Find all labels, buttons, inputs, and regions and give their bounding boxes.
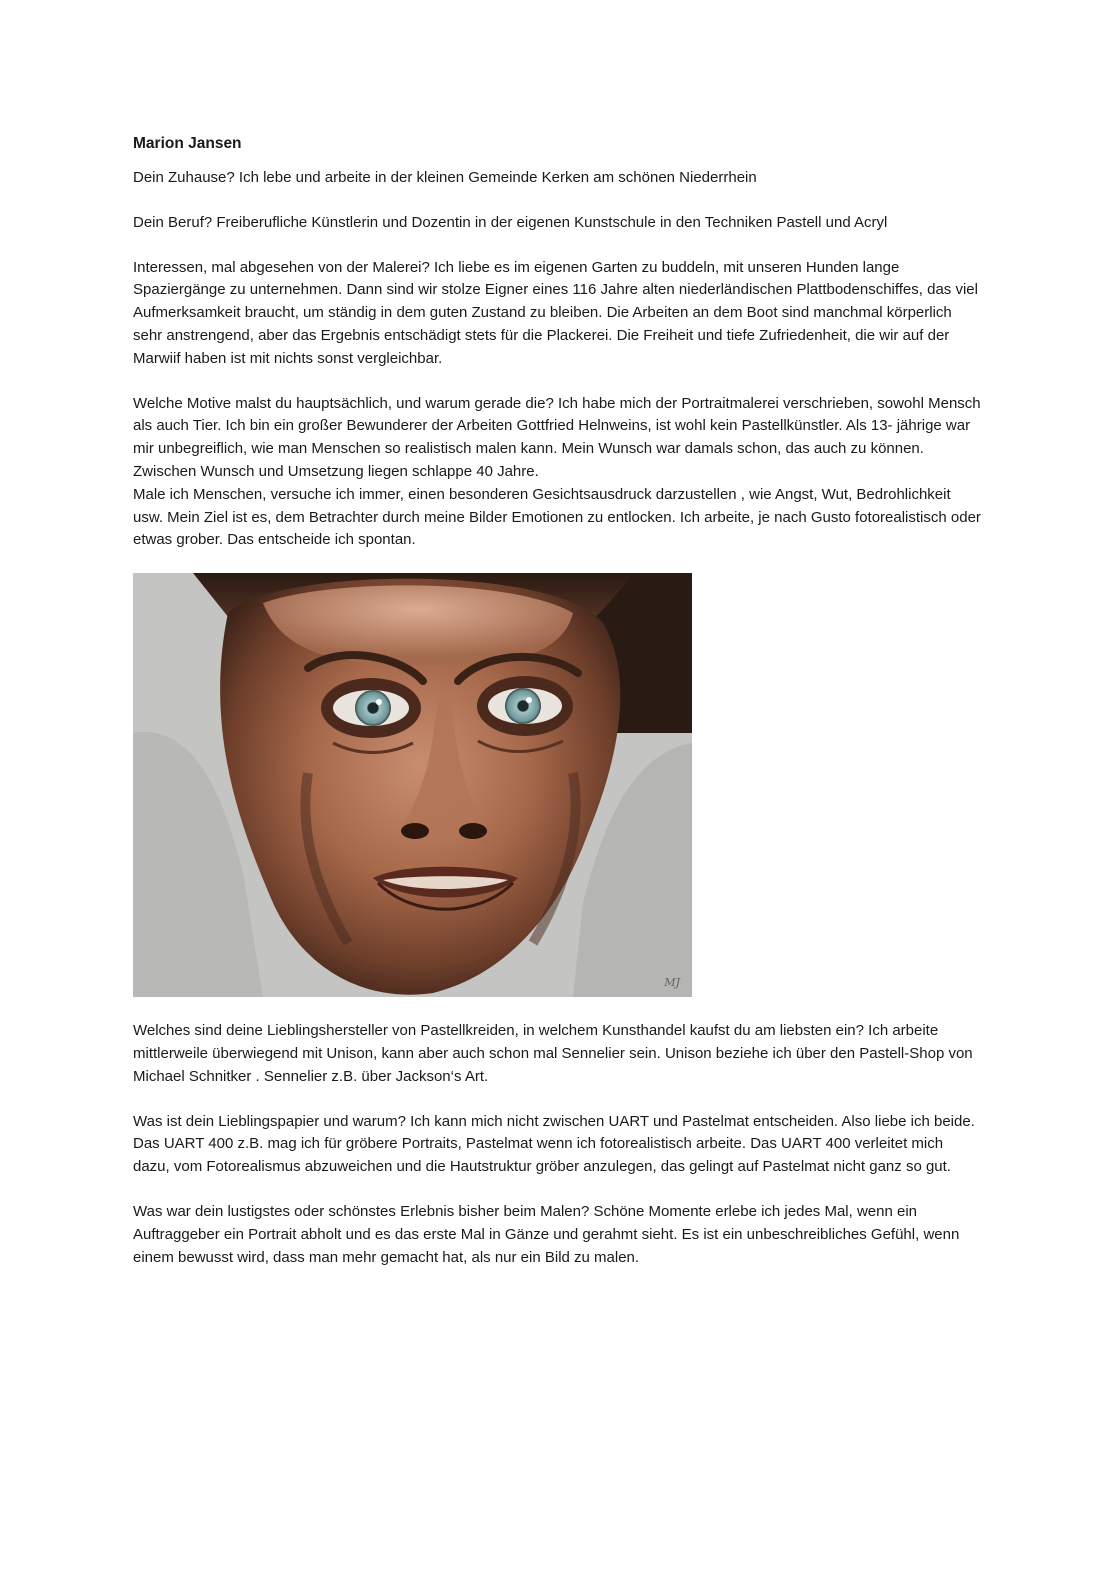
paragraph-interests: Interessen, mal abgesehen von der Malerei? Ich liebe es im eigenen Garten zu buddeln, mit unseren Hunden lange Spaziergänge zu unternehmen. Dann sind wir stolze Eigner eines 116 Jahre alten niederländischen Plattbodenschiffes, das viel Aufmerksamkeit braucht, um ständig in dem guten Zustand zu bleiben. Die Arbeiten an dem Boot sind manchmal körperlich sehr anstrengend, aber das Ergebnis entschädigt stets für die Plackerei. Die Freiheit und tiefe Zufriedenheit, die wir auf der Marwiif haben ist mit nichts sonst vergleichbar. <box>133 258 978 367</box>
paragraph-profession: Dein Beruf? Freiberufliche Künstlerin und Dozentin in der eigenen Kunstschule in den Techniken Pastell und Acryl <box>133 213 888 231</box>
paragraph-home: Dein Zuhause? Ich lebe und arbeite in der kleinen Gemeinde Kerken am schönen Niederrhein <box>133 169 757 186</box>
paragraph-motifs: Welche Motive malst du hauptsächlich, und warum gerade die? Ich habe mich der Portraitmalerei verschrieben, sowohl Mensch als auch Tier. Ich bin ein großer Bewunderer der Arbeiten Gottfried Helnweins, ist wohl kein Pastellkünstler. Als 13- jährige war mir unbegreiflich, wie man Menschen so realistisch malen kann. Mein Wunsch war damals schon, das auch zu können. Zwischen Wunsch und Umsetzung liegen schlappe 40 Jahre. <box>133 394 981 480</box>
portrait-painting <box>133 573 692 997</box>
article-body <box>133 132 983 1269</box>
paragraph-best-experience: Was war dein lustigstes oder schönstes Erlebnis bisher beim Malen? Schöne Momente erlebe ich jedes Mal, wenn ein Auftraggeber ein Portrait abholt und es das erste Mal in Gänze und gerahmt sieht. Es ist ein unbeschreibliches Gefühl, wenn einem bewusst wird, dass man mehr gemacht hat, als nur ein Bild zu malen. <box>133 1202 960 1266</box>
artist-signature: MJ <box>664 976 680 990</box>
paragraph-pastel-brands: Welches sind deine Lieblingshersteller von Pastellkreiden, in welchem Kunsthandel kaufst du am liebsten ein? Ich arbeite mittlerweile überwiegend mit Unison, kann aber auch schon mal Sennelier sein. Unison beziehe ich über den Pastell-Shop von Michael Schnitker . Sennelier z.B. über Jackson‘s Art. <box>133 1022 973 1085</box>
page-title: Marion Jansen <box>133 135 242 152</box>
paragraph-favorite-paper: Was ist dein Lieblingspapier und warum? Ich kann mich nicht zwischen UART und Pastelmat entscheiden. Also liebe ich beide. Das UART 400 z.B. mag ich für gröbere Portraits, Pastelmat wenn ich fotorealistisch arbeite. Das UART 400 verleitet mich dazu, vom Fotorealismus abzuweichen und die Hautstruktur gröber anzulegen, das gelingt auf Pastelmat nicht ganz so gut. <box>133 1112 975 1176</box>
portrait-face-illustration <box>133 573 692 997</box>
paragraph-expression: Male ich Menschen, versuche ich immer, einen besonderen Gesichtsausdruck darzustellen , wie Angst, Wut, Bedrohlichkeit usw. Mein Ziel ist es, dem Betrachter durch meine Bilder Emotionen zu entlocken. Ich arbeite, je nach Gusto fotorealistisch oder etwas grober. Das entscheide ich spontan. <box>133 485 981 549</box>
